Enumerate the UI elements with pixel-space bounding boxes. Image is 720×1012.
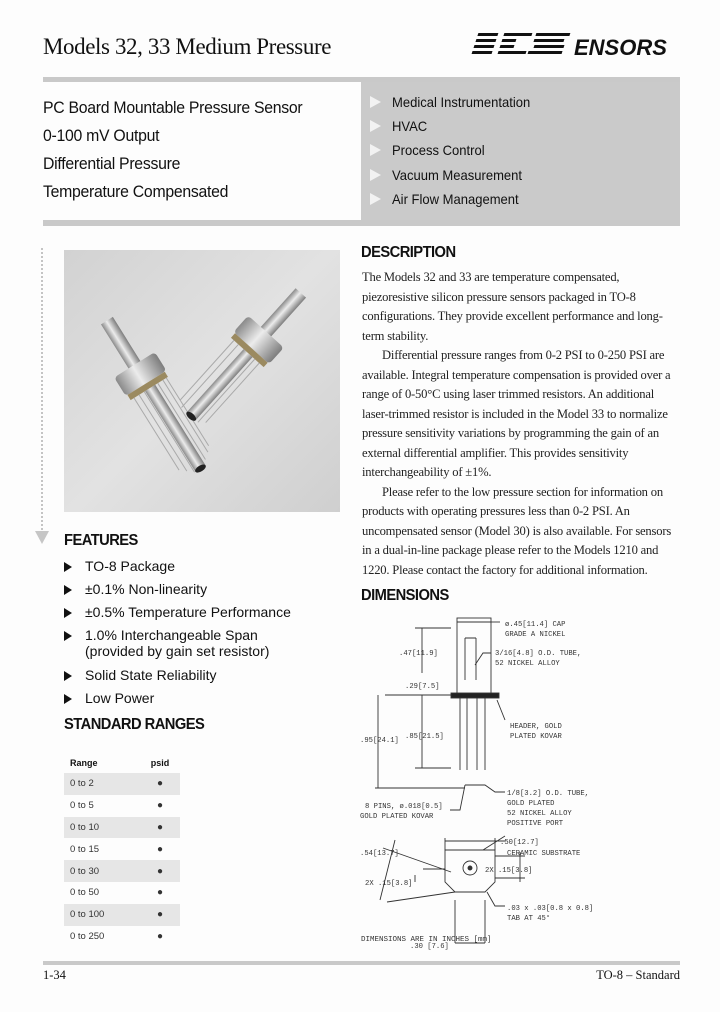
svg-text:.47[11.9]: .47[11.9] xyxy=(399,650,438,658)
column-header-psid: psid xyxy=(150,758,170,768)
svg-text:.50[12.7]: .50[12.7] xyxy=(500,839,539,847)
standard-ranges-table xyxy=(64,753,180,947)
bullet-arrow-icon xyxy=(64,608,72,618)
svg-text:GRADE A NICKEL: GRADE A NICKEL xyxy=(505,631,566,639)
table-row: 0 to 15 ● xyxy=(70,843,164,855)
sensor-photo-illustration xyxy=(64,250,340,512)
svg-text:.03 x .03[0.8 x 0.8]: .03 x .03[0.8 x 0.8] xyxy=(507,905,594,913)
table-row: 0 to 250 ● xyxy=(70,930,164,942)
table-row: 0 to 30 ● xyxy=(64,860,180,882)
description-paragraph: Differential pressure ranges from 0-2 PSI to 0-250 PSI are available. Integral temperature compensation is provided over a range of 0-50°C using laser trimmed resistors. An additional laser-trimmed resistor is included in the Model 33 to normalize pressure sensitivity variations by programming the gain of an external differential amplifier. This provides sensitivity interchangeability of ±1%. xyxy=(362,348,671,479)
svg-text:52 NICKEL ALLOY: 52 NICKEL ALLOY xyxy=(495,660,560,668)
dimensions-heading: DIMENSIONS xyxy=(361,587,449,604)
svg-text:POSITIVE PORT: POSITIVE PORT xyxy=(507,820,564,828)
triangle-bullet-icon xyxy=(370,193,381,205)
standard-ranges-heading: STANDARD RANGES xyxy=(64,716,205,733)
svg-text:.30 [7.6]: .30 [7.6] xyxy=(410,943,449,951)
dimensions-note: DIMENSIONS ARE IN INCHES [mm] xyxy=(361,936,492,944)
table-row: 0 to 2 ● xyxy=(64,773,180,795)
svg-text:8 PINS, ø.018[0.5]: 8 PINS, ø.018[0.5] xyxy=(365,803,443,811)
feature-item: 1.0% Interchangeable Span (provided by gain set resistor) xyxy=(64,627,269,659)
svg-text:2X .15[3.8]: 2X .15[3.8] xyxy=(365,880,413,888)
table-row: 0 to 100 ● xyxy=(64,904,180,926)
svg-text:ø.45[11.4] CAP: ø.45[11.4] CAP xyxy=(505,621,566,629)
svg-text:ENSORS: ENSORS xyxy=(574,35,667,60)
svg-text:.95[24.1]: .95[24.1] xyxy=(360,737,399,745)
svg-text:HEADER, GOLD: HEADER, GOLD xyxy=(510,723,562,731)
application-item: Medical Instrumentation xyxy=(370,94,541,110)
column-header-range: Range xyxy=(70,758,98,768)
description-paragraph: The Models 32 and 33 are temperature compensated, piezoresistive silicon pressure sensors packaged in TO-8 configurations. They provide excellent performance and long-term stability. xyxy=(362,270,663,343)
dotted-guide-line xyxy=(41,248,43,530)
svg-text:.54[13.7]: .54[13.7] xyxy=(360,850,399,858)
svg-text:.29[7.5]: .29[7.5] xyxy=(405,683,440,691)
svg-text:52 NICKEL ALLOY: 52 NICKEL ALLOY xyxy=(507,810,572,818)
triangle-bullet-icon xyxy=(370,96,381,108)
svg-text:PLATED KOVAR: PLATED KOVAR xyxy=(510,733,562,741)
svg-text:GOLD PLATED KOVAR: GOLD PLATED KOVAR xyxy=(360,813,434,821)
dimension-drawing xyxy=(355,610,685,955)
svg-text:TAB AT 45°: TAB AT 45° xyxy=(507,915,551,923)
headline-differential: Differential Pressure xyxy=(43,154,181,173)
bullet-arrow-icon xyxy=(64,585,72,595)
svg-text:2X .15[3.8]: 2X .15[3.8] xyxy=(485,867,533,875)
triangle-bullet-icon xyxy=(370,120,381,132)
bullet-arrow-icon xyxy=(64,562,72,572)
application-item: HVAC xyxy=(370,118,430,134)
headline-output: 0-100 mV Output xyxy=(43,126,160,145)
table-row: 0 to 10 ● xyxy=(64,817,180,839)
document-title: Models 32, 33 Medium Pressure xyxy=(43,34,332,59)
bullet-arrow-icon xyxy=(64,671,72,681)
feature-subnote: (provided by gain set resistor) xyxy=(85,643,270,659)
ic-sensors-logo xyxy=(470,28,680,62)
banner-bottom-bar xyxy=(43,220,680,226)
application-item: Air Flow Management xyxy=(370,191,528,207)
feature-item: TO-8 Package xyxy=(64,558,175,574)
logo-mark-icon xyxy=(470,28,680,62)
bullet-arrow-icon xyxy=(64,631,72,641)
application-item: Process Control xyxy=(370,142,492,158)
application-item: Vacuum Measurement xyxy=(370,167,532,183)
feature-item: Solid State Reliability xyxy=(64,667,217,683)
table-row: 0 to 5 ● xyxy=(70,800,164,812)
description-body xyxy=(362,268,678,580)
svg-text:GOLD PLATED: GOLD PLATED xyxy=(507,800,555,808)
feature-item: ±0.1% Non-linearity xyxy=(64,581,207,597)
description-heading: DESCRIPTION xyxy=(361,244,456,261)
svg-text:3/16[4.8] O.D. TUBE,: 3/16[4.8] O.D. TUBE, xyxy=(495,650,582,658)
triangle-bullet-icon xyxy=(370,144,381,156)
feature-item: Low Power xyxy=(64,690,154,706)
down-arrow-icon xyxy=(35,531,49,544)
description-paragraph: Please refer to the low pressure section for information on products with operating pressures less than 0-2 PSI. An uncompensated sensor (Model 30) is also available. For sensors in a dual-in-line package please refer to the Models 1210 and 1220. Please contact the factory for additional information. xyxy=(362,484,672,577)
product-photo xyxy=(64,250,340,512)
svg-text:1/8[3.2] O.D. TUBE,: 1/8[3.2] O.D. TUBE, xyxy=(507,790,589,798)
page-number: 1-34 xyxy=(43,968,66,982)
headline-pc-board: PC Board Mountable Pressure Sensor xyxy=(43,98,303,117)
triangle-bullet-icon xyxy=(370,169,381,181)
table-header-row xyxy=(64,753,180,773)
section-label: TO-8 – Standard xyxy=(596,968,680,982)
technical-drawing-icon xyxy=(355,610,685,955)
headline-temp-comp: Temperature Compensated xyxy=(43,182,229,201)
table-row: 0 to 50 ● xyxy=(70,887,164,899)
svg-text:.85[21.5]: .85[21.5] xyxy=(405,733,444,741)
svg-text:CERAMIC SUBSTRATE: CERAMIC SUBSTRATE xyxy=(507,850,581,858)
footer-divider xyxy=(43,961,680,965)
features-heading: FEATURES xyxy=(64,532,138,549)
feature-item: ±0.5% Temperature Performance xyxy=(64,604,291,620)
bullet-arrow-icon xyxy=(64,694,72,704)
